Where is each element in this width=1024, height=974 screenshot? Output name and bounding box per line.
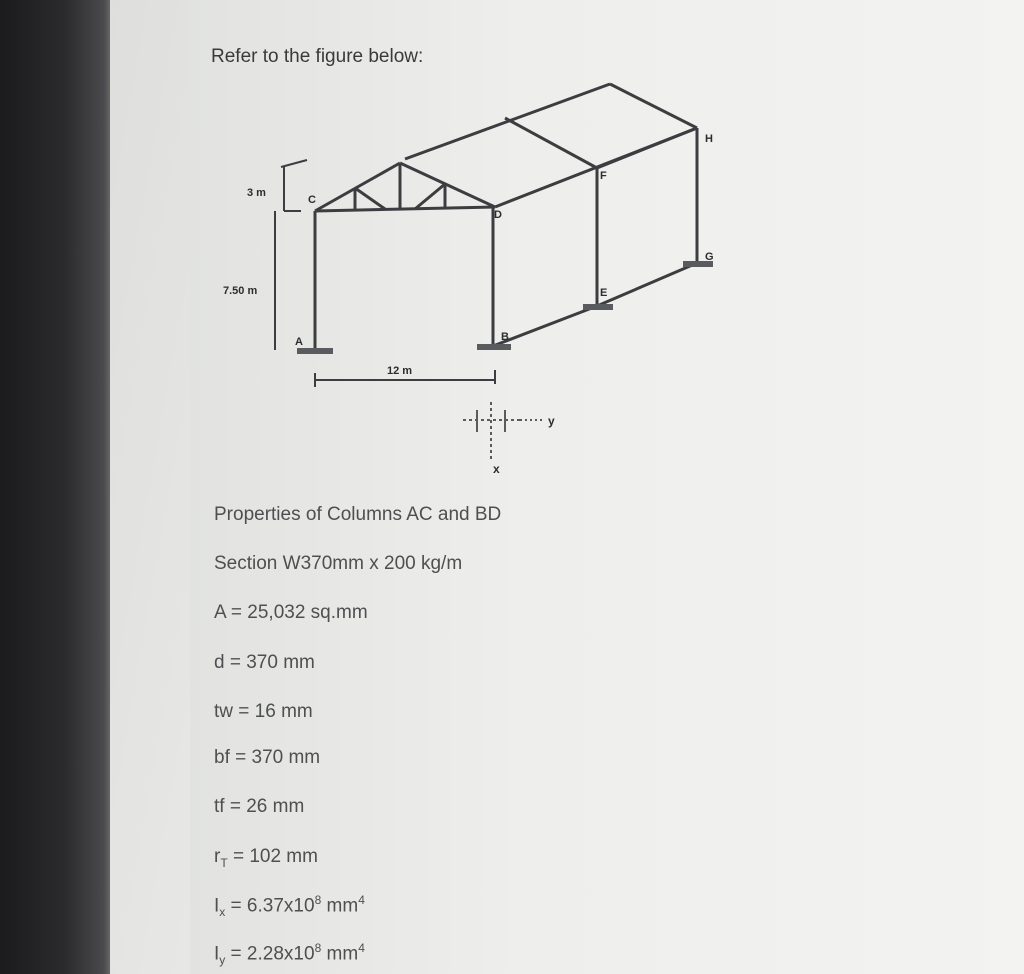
node-a-label: A	[295, 336, 303, 348]
web-thickness-text: tw = 16 mm	[214, 701, 313, 722]
base-line-eg	[597, 263, 697, 306]
monitor-bezel	[0, 0, 118, 974]
support-e	[583, 304, 613, 310]
properties-heading: Properties of Columns AC and BD	[214, 504, 502, 525]
truss-diag-2	[415, 184, 445, 209]
radius-gyration-text: $r_T = 102$ mm	[214, 846, 318, 870]
intro-text: Refer to the figure below:	[211, 46, 424, 67]
roof-rear-edge	[405, 84, 610, 159]
axis-y-label: y	[548, 414, 555, 428]
dim-3m-label: 3 m	[247, 187, 266, 199]
portal-frame-figure	[215, 80, 745, 480]
dim-12m-label: 12 m	[387, 365, 413, 377]
flange-thickness-text: tf = 26 mm	[214, 796, 305, 817]
node-e-label: E	[600, 287, 608, 299]
flange-width-text: bf = 370 mm	[214, 747, 321, 768]
axis-x-label: x	[493, 462, 500, 476]
node-h-label: H	[705, 133, 713, 145]
truss-bottom-chord	[315, 207, 495, 211]
truss-right-rafter	[400, 163, 495, 207]
ix-text: $I_x = 6.37x10^8$ $mm^4$	[214, 893, 365, 920]
node-f-label: F	[600, 170, 607, 182]
node-c-label: C	[308, 194, 316, 206]
area-text: A = 25,032 sq.mm	[214, 602, 368, 623]
support-a	[297, 348, 333, 354]
section-text: Section W370mm x 200 kg/m	[214, 553, 463, 574]
roof-middle-line	[505, 118, 597, 168]
node-g-label: G	[705, 251, 714, 263]
node-d-label: D	[494, 209, 502, 221]
depth-text: d = 370 mm	[214, 652, 315, 673]
truss-diag-1	[355, 188, 385, 209]
support-b	[477, 344, 511, 350]
node-b-label: B	[501, 331, 509, 343]
truss-left-rafter	[315, 163, 400, 211]
iy-text: $I_y = 2.28x10^8$ $mm^4$	[214, 941, 365, 968]
roof-ridge-far	[610, 84, 697, 128]
dim-750-label: 7.50 m	[223, 285, 258, 297]
